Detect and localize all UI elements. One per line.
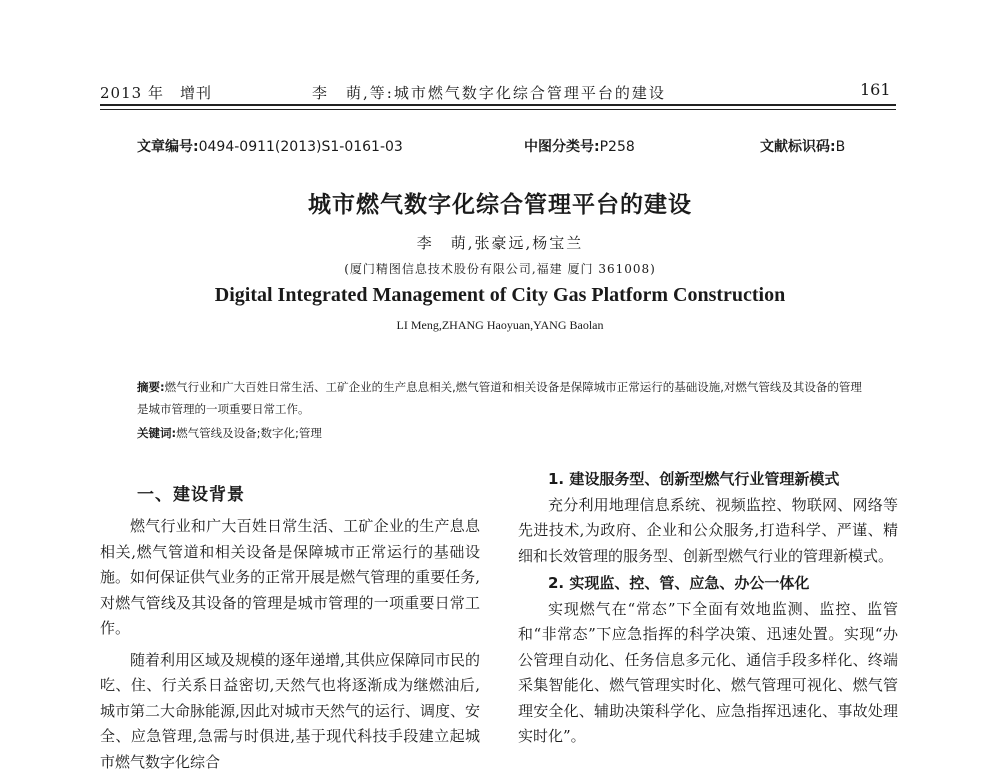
running-header-issue: 2013 年 增刊 xyxy=(100,84,212,102)
keywords xyxy=(137,425,322,441)
keywords-label: 关键词: xyxy=(137,426,177,440)
right-column-body xyxy=(518,467,898,750)
subsection-heading-2: 2. 实现监、控、管、应急、办公一体化 xyxy=(548,574,810,592)
article-number-value: 0494-0911(2013)S1-0161-03 xyxy=(198,139,403,155)
subsection-heading-1: 1. 建设服务型、创新型燃气行业管理新模式 xyxy=(548,470,840,488)
abstract-label: 摘要: xyxy=(137,380,165,394)
document-code xyxy=(760,136,845,156)
clc-label: 中图分类号: xyxy=(524,139,600,155)
body-paragraph: 燃气行业和广大百姓日常生活、工矿企业的生产息息相关,燃气管道和相关设备是保障城市正常运行的基础设施。如何保证供气业务的正常开展是燃气管理的重要任务,对燃气管线及其设备的管理是城市管理的一项重要日常工作。 xyxy=(100,517,480,637)
body-paragraph: 充分利用地理信息系统、视频监控、物联网、网络等先进技术,为政府、企业和公众服务,打造科学、严谨、精细和长效管理的服务型、创新型燃气行业的管理新模式。 xyxy=(518,495,898,565)
clc-value: P258 xyxy=(599,139,635,155)
paper-title-cn: 城市燃气数字化综合管理平台的建设 xyxy=(308,191,692,218)
authors-cn: 李 萌,张豪远,杨宝兰 xyxy=(416,234,584,252)
article-number xyxy=(137,136,403,156)
document-code-value: B xyxy=(835,139,846,155)
document-code-label: 文献标识码: xyxy=(760,139,836,155)
abstract-text: 燃气行业和广大百姓日常生活、工矿企业的生产息息相关,燃气管道和相关设备是保障城市正常运行的基础设施,对燃气管线及其设备的管理是城市管理的一项重要日常工作。 xyxy=(137,380,862,416)
header-rule-thin xyxy=(100,109,896,110)
header-rule-thick xyxy=(100,104,896,106)
body-paragraph: 实现燃气在“常态”下全面有效地监测、监控、监管和“非常态”下应急指挥的科学决策、迅速处置。实现“办公管理自动化、任务信息多元化、通信手段多样化、终端采集智能化、燃气管理实时化、燃气管理可视化、燃气管理安全化、辅助决策科学化、应急指挥迅速化、事故处理实时化”。 xyxy=(518,599,898,745)
affiliation-cn: (厦门精图信息技术股份有限公司,福建 厦门 361008) xyxy=(344,262,656,276)
keywords-text: 燃气管线及设备;数字化;管理 xyxy=(176,426,322,440)
body-paragraph: 随着利用区域及规模的逐年递增,其供应保障同市民的吃、住、行关系日益密切,天然气也将逐渐成为继燃油后,城市第二大命脉能源,因此对城市天然气的运行、调度、安全、应急管理,急需与时俱进,基于现代科技手段建立起城市燃气数字化综合 xyxy=(100,650,480,771)
running-header-title: 李 萌,等:城市燃气数字化综合管理平台的建设 xyxy=(312,84,666,102)
section-heading-background: 一、建设背景 xyxy=(137,485,245,505)
authors-en: LI Meng,ZHANG Haoyuan,YANG Baolan xyxy=(396,318,604,332)
article-number-label: 文章编号: xyxy=(137,139,199,155)
left-column-body xyxy=(100,514,480,775)
abstract xyxy=(137,376,872,420)
page-number: 161 xyxy=(860,80,891,99)
paper-title-en: Digital Integrated Management of City Gas Platform Construction xyxy=(214,284,786,306)
clc-number xyxy=(524,136,635,156)
